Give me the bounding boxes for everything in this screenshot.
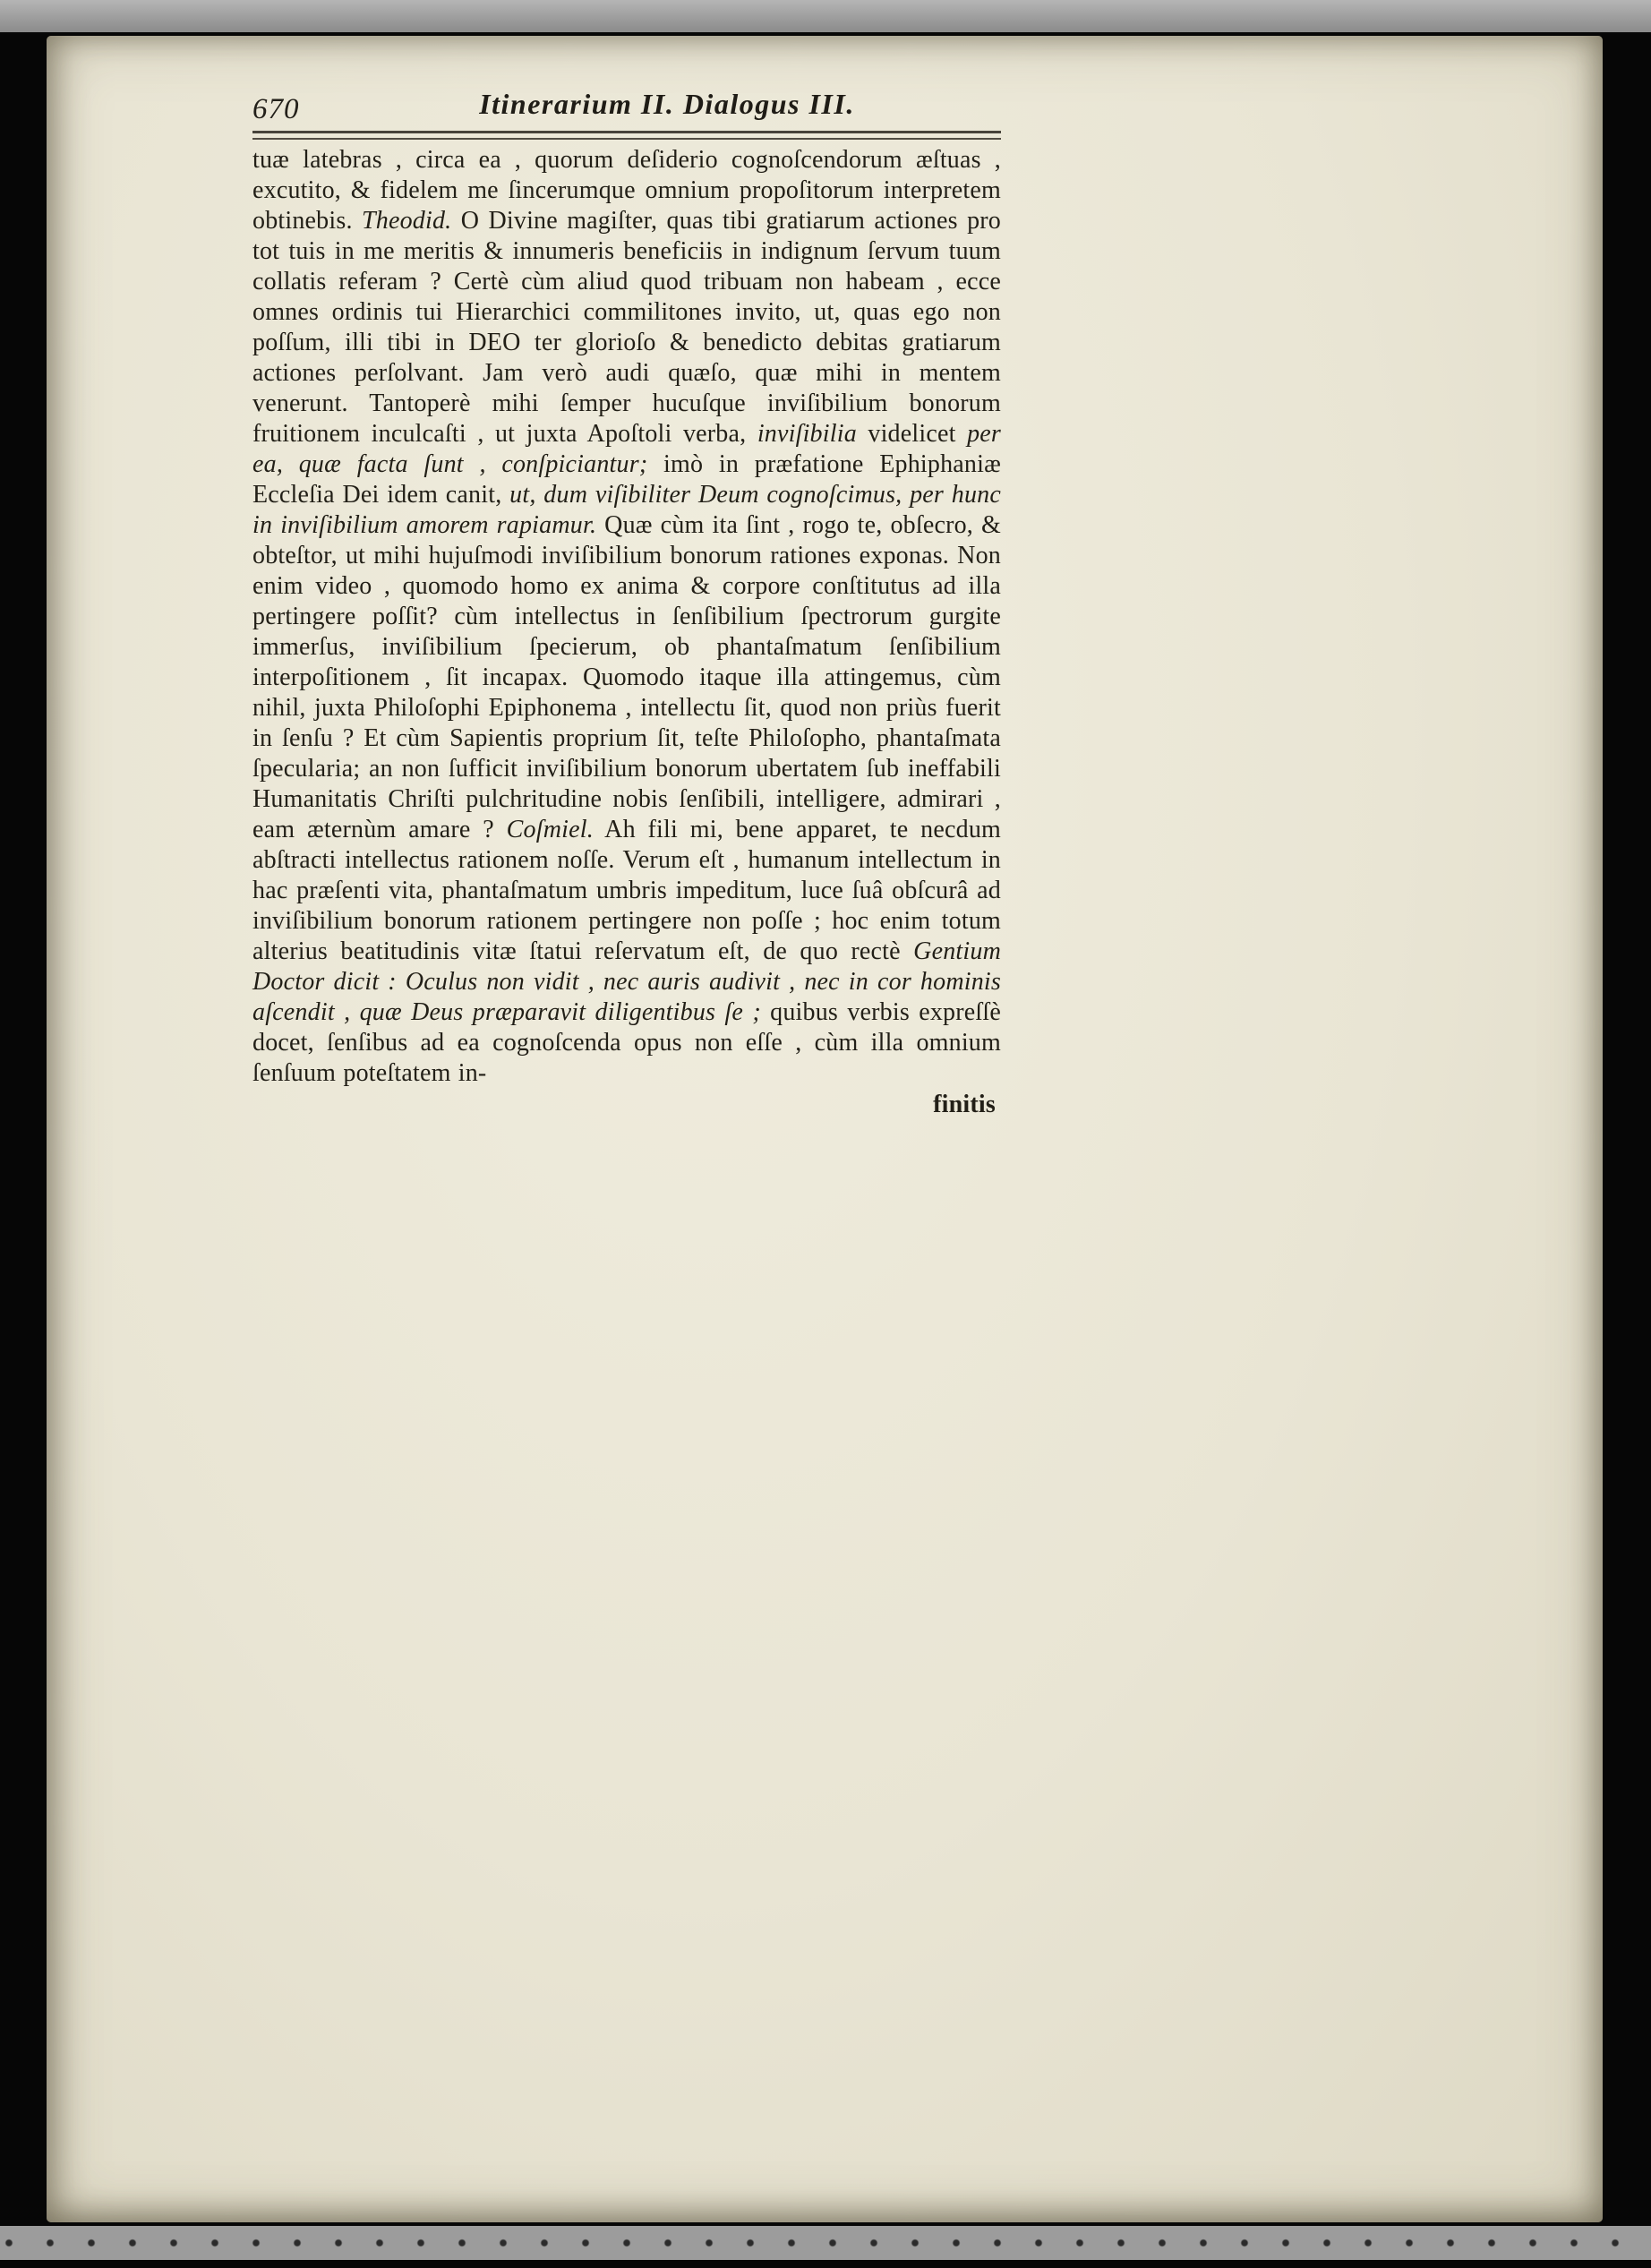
text-segment-roman: O Divine magiſter, quas tibi gratiarum actiones pro tot tuis in me meritis & innumeris beneficiis in indignum ſervum tuum collatis referam ? Certè cùm aliud quod tribuam non habeam , ecce omnes ordinis tui Hierarchici commilitones invito, ut, quas ego non poſſum, illi tibi in DEO ter glorioſo & benedicto debitas gratiarum actiones perſolvant. Jam verò audi quæſo, quæ mihi in mentem venerunt. Tantoperè mihi ſemper hucuſque inviſibilium bonorum fruitionem inculcaſti , ut juxta Apoſtoli verba, (252, 207, 1001, 448)
text-segment-roman: quibus verbis expreſſè docet, ſenſibus ad ea cognoſcenda opus non eſſe , cùm illa omnium ſenſuum poteſtatem in- (252, 998, 1001, 1087)
scanner-top-strip (0, 0, 1651, 32)
running-header-title: Itinerarium II. Dialogus III. (479, 88, 855, 120)
page-number: 670 (252, 93, 300, 125)
book-page (47, 36, 1603, 2222)
header-rule-bottom-line (252, 138, 1001, 140)
header-rule-top-line (252, 131, 1001, 133)
scanner-bottom-strip (0, 2226, 1651, 2260)
text-segment-roman: tuæ latebras , circa ea , quorum deſiderio cognoſcendorum æſtuas , excutito, & fidelem me ſincerumque omnium propoſitorum interpretem obtinebis. (252, 146, 1001, 235)
text-segment-italic: Coſmiel. (506, 816, 594, 843)
text-segment-italic: inviſibilia (757, 420, 857, 448)
text-segment-italic: Gentium Doctor dicit : Oculus non vidit , nec auris audivit , nec in cor hominis aſcendit , quæ Deus præparavit diligentibus ſe ; (252, 937, 1001, 1026)
text-segment-roman: videlicet (856, 420, 968, 448)
text-segment-roman: Quæ cùm ita ſint , rogo te, obſecro, & obteſtor, ut mihi hujuſmodi inviſibilium bonorum rationes exponas. Non enim video , quomodo homo ex anima & corpore conſtitutus ad illa pertingere poſſit? cùm intellectus in ſenſibilium ſpectrorum gurgite immerſus, inviſibilium ſpecierum, ob phantaſmatum ſenſibilium interpoſitionem , ſit incapax. Quomodo itaque illa attingemus, cùm nihil, juxta Philoſophi Epiphonema , intellectu ſit, quod non priùs fuerit in ſenſu ? Et cùm Sapientis proprium ſit, teſte Philoſopho, phantaſmata ſpecularia; an non ſufficit inviſibilium bonorum ubertatem ſub ineffabili Humanitatis Chriſti pulchritudine nobis ſenſibili, intelligere, admirari , eam æternùm amare ? (252, 511, 1002, 843)
text-segment-roman: Ah fili mi, bene apparet, te necdum abſtracti intellectus rationem noſſe. Verum eſt , humanum intellectum in hac præſenti vita, phantaſmatum umbris impeditum, luce ſuâ obſcurâ ad inviſibilium bonorum rationem pertingere non poſſe ; hoc enim totum alterius beatitudinis vitæ ſtatui reſervatum eſt, de quo rectè (252, 816, 1002, 965)
text-segment-italic: ut, dum viſibiliter Deum cognoſcimus, per hunc in inviſibilium amorem rapiamur. (252, 481, 1002, 539)
page-header (252, 88, 1001, 129)
catchword: finitis (933, 1091, 996, 1118)
text-segment-italic: Theodid. (362, 207, 452, 235)
text-segment-italic: per ea, quæ facta ſunt , conſpiciantur; (252, 420, 1001, 478)
body-text (252, 145, 1001, 1121)
header-double-rule (252, 131, 1001, 141)
text-segment-roman: imò in præfatione Ephiphaniæ Eccleſia Dei idem canit, (252, 450, 1001, 509)
